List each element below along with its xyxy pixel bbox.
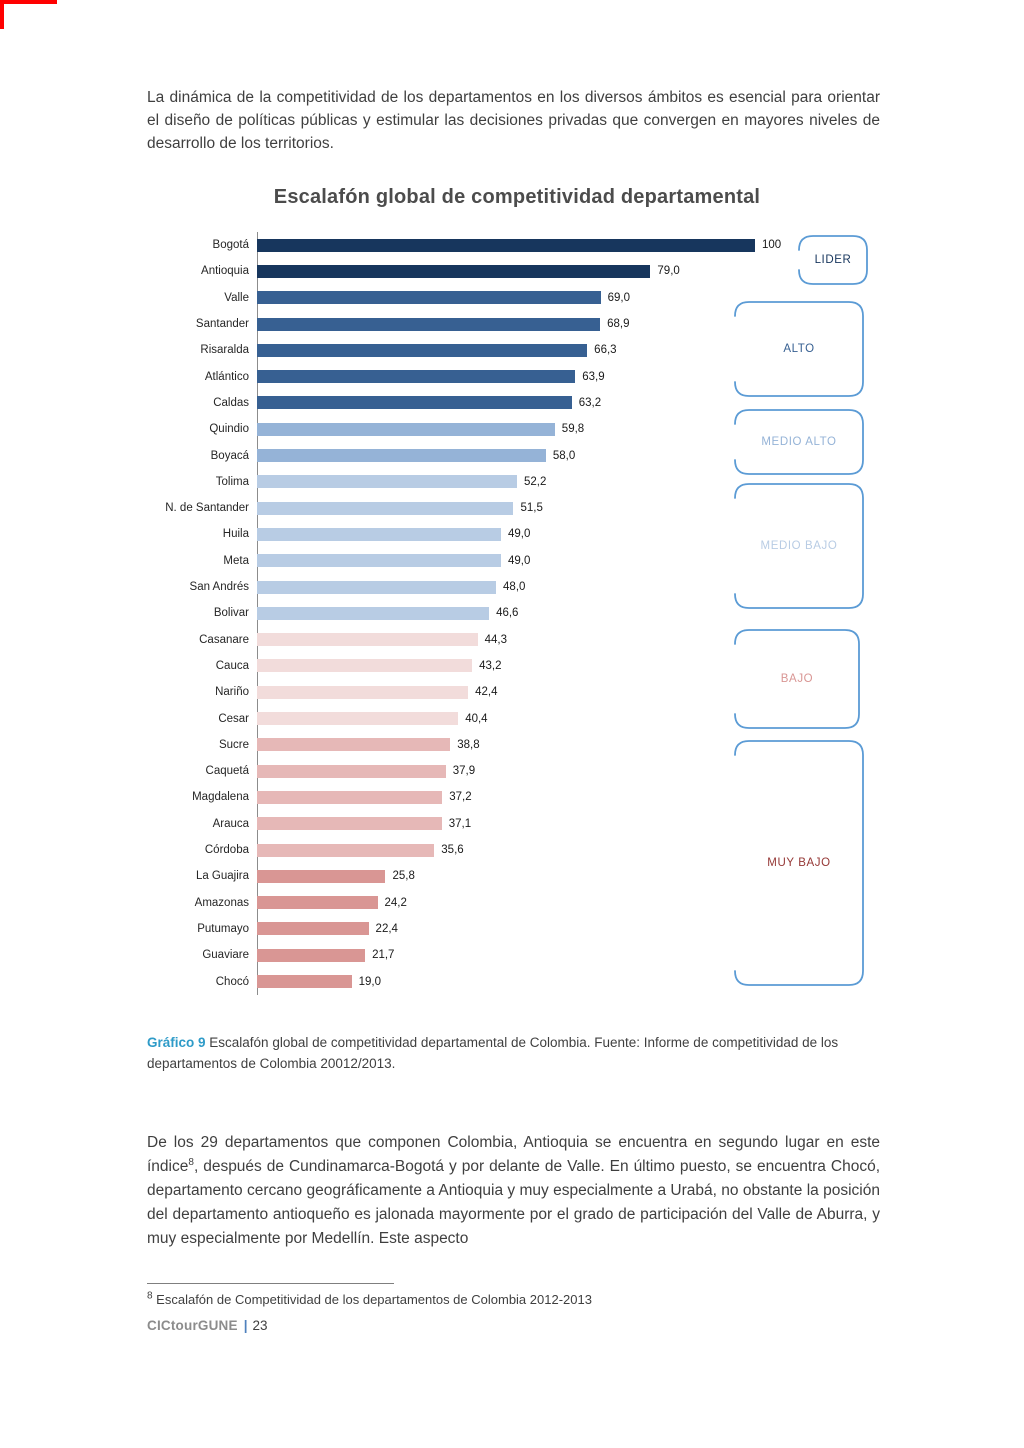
bar-value-label: 66,3 <box>594 344 617 357</box>
bar-value-label: 48,0 <box>503 581 526 594</box>
bar <box>257 870 385 883</box>
bar <box>257 475 517 488</box>
body-paragraph-text-2: , después de Cundinamarca-Bogotá y por delante de Valle. En último puesto, se encuentra Chocó, departamento cercano geográficamente a Antioquia y muy especialmente a Urabá, no obstante la posición del departamento antioqueño es jalonada mayormente por el grado de participación del Valle de Aburra, y muy especialmente por Medellín. Este aspecto <box>147 1158 880 1247</box>
bar-category-label: Risaralda <box>200 344 249 357</box>
bar-value-label: 43,2 <box>479 659 502 672</box>
bar-category-label: Casanare <box>199 633 249 646</box>
bar-category-label: Cesar <box>218 712 249 725</box>
bar-category-label: Huila <box>222 528 249 541</box>
page-number: 23 <box>252 1318 268 1333</box>
bar <box>257 581 496 594</box>
bar-value-label: 19,0 <box>358 975 381 988</box>
figure-caption-text: Escalafón global de competitividad departamental de Colombia. Fuente: Informe de competitividad de los departamentos de Colombia 20012/2013. <box>147 1035 839 1071</box>
bar-value-label: 21,7 <box>372 949 395 962</box>
page-footer <box>147 1318 268 1333</box>
bracket-label: ALTO <box>783 343 815 355</box>
bar-value-label: 22,4 <box>375 922 398 935</box>
footer-separator: | <box>243 1318 248 1333</box>
bar <box>257 738 450 751</box>
category-bracket <box>733 482 865 610</box>
bracket-label: MEDIO BAJO <box>760 540 838 552</box>
bar <box>257 607 489 620</box>
bar-category-label: Caquetá <box>205 765 249 778</box>
intro-paragraph: La dinámica de la competitividad de los departamentos en los diversos ámbitos es esencial para orientar el diseño de políticas públicas y estimular las decisiones privadas que convergen en mayores niveles de desarrollo de los territorios. <box>147 89 880 152</box>
bar-category-label: Boyacá <box>210 449 249 462</box>
bar-value-label: 46,6 <box>496 607 519 620</box>
bar <box>257 896 378 909</box>
figure-caption <box>147 1032 887 1074</box>
bar-value-label: 44,3 <box>484 633 507 646</box>
bar-value-label: 79,0 <box>657 265 680 278</box>
bar-category-label: Santander <box>195 318 249 331</box>
bar-category-label: Putumayo <box>197 922 249 935</box>
figure-caption-label: Gráfico 9 <box>147 1035 206 1050</box>
chart-title: Escalafón global de competitividad departamental <box>273 186 761 208</box>
crop-mark-top-icon <box>0 0 57 4</box>
bar-category-label: San Andrés <box>189 581 249 594</box>
bar-value-label: 63,9 <box>582 370 605 383</box>
category-bracket <box>797 234 869 286</box>
bar <box>257 844 434 857</box>
body-paragraph <box>147 1131 880 1251</box>
bar <box>257 423 555 436</box>
bar-category-label: Atlántico <box>204 370 249 383</box>
bar <box>257 791 442 804</box>
bar-category-label: Magdalena <box>192 791 249 804</box>
bar-category-label: Tolima <box>215 475 249 488</box>
bar <box>257 528 501 541</box>
bar <box>257 265 650 278</box>
footnote-number: 8 <box>147 1290 153 1302</box>
bar-category-label: Cauca <box>215 659 249 672</box>
bar-value-label: 42,4 <box>475 686 498 699</box>
bar-value-label: 100 <box>762 239 782 252</box>
bar-category-label: Quindio <box>209 423 249 436</box>
category-bracket <box>733 739 865 987</box>
bar-category-label: Nariño <box>215 686 249 699</box>
bar-category-label: Antioquia <box>201 265 249 278</box>
crop-mark-left-icon <box>0 0 4 29</box>
bar <box>257 502 513 515</box>
competitiveness-bar-chart <box>147 232 917 1012</box>
bar-value-label: 24,2 <box>384 896 407 909</box>
bar <box>257 554 501 567</box>
bar <box>257 318 600 331</box>
bar-category-label: Chocó <box>215 975 249 988</box>
bar-category-label: N. de Santander <box>165 502 249 515</box>
bar <box>257 949 365 962</box>
bar-value-label: 49,0 <box>508 554 531 567</box>
bar <box>257 686 468 699</box>
bar-category-label: Córdoba <box>204 844 249 857</box>
footnote-separator <box>147 1283 394 1284</box>
category-bracket <box>733 628 861 730</box>
bar-category-label: Amazonas <box>194 896 249 909</box>
bar-category-label: La Guajira <box>195 870 249 883</box>
bar-category-label: Meta <box>223 554 249 567</box>
bar-value-label: 35,6 <box>441 844 464 857</box>
bar-value-label: 63,2 <box>578 396 602 409</box>
bar-category-label: Bogotá <box>212 239 249 252</box>
bar-category-label: Caldas <box>213 396 249 409</box>
body-paragraph-text: De los 29 departamentos que componen Colombia, Antioquia se encuentra en segundo lugar en este índice <box>147 1134 880 1175</box>
bracket-label: LIDER <box>814 254 852 266</box>
bar-value-label: 40,4 <box>465 712 488 725</box>
bar <box>257 633 478 646</box>
bar <box>257 291 601 304</box>
bar-category-label: Sucre <box>218 738 249 751</box>
bar-value-label: 58,0 <box>552 449 576 462</box>
bar <box>257 344 587 357</box>
bar <box>257 370 575 383</box>
bar <box>257 765 446 778</box>
bar-value-label: 49,0 <box>508 528 531 541</box>
bar-value-label: 38,8 <box>457 738 480 751</box>
bar <box>257 712 458 725</box>
bar <box>257 659 472 672</box>
bar <box>257 396 572 409</box>
bracket-label: MUY BAJO <box>767 857 831 869</box>
bar-category-label: Bolivar <box>213 607 249 620</box>
bar <box>257 449 546 462</box>
bar <box>257 817 442 830</box>
footnote-ref: 8 <box>188 1156 194 1168</box>
bar <box>257 239 755 252</box>
category-bracket <box>733 300 865 398</box>
logo-cictourgune: CICtourGUNE <box>147 1318 238 1333</box>
bar-value-label: 51,5 <box>520 502 543 515</box>
bar-value-label: 69,0 <box>607 291 630 304</box>
category-bracket <box>733 408 865 476</box>
bar-category-label: Arauca <box>212 817 249 830</box>
footnote <box>147 1292 592 1307</box>
bar-value-label: 37,9 <box>452 765 476 778</box>
bar-category-label: Valle <box>224 291 249 304</box>
bracket-label: BAJO <box>780 673 814 685</box>
bar-value-label: 37,2 <box>449 791 472 804</box>
bar <box>257 922 369 935</box>
bar <box>257 975 352 988</box>
bracket-label: MEDIO ALTO <box>761 436 837 448</box>
bar-value-label: 59,8 <box>561 423 585 436</box>
bar-value-label: 37,1 <box>448 817 472 830</box>
bar-value-label: 52,2 <box>523 475 547 488</box>
bar-value-label: 68,9 <box>607 318 630 331</box>
footnote-text: Escalafón de Competitividad de los departamentos de Colombia 2012-2013 <box>152 1292 592 1307</box>
bar-category-label: Guaviare <box>202 949 249 962</box>
bar-value-label: 25,8 <box>392 870 415 883</box>
